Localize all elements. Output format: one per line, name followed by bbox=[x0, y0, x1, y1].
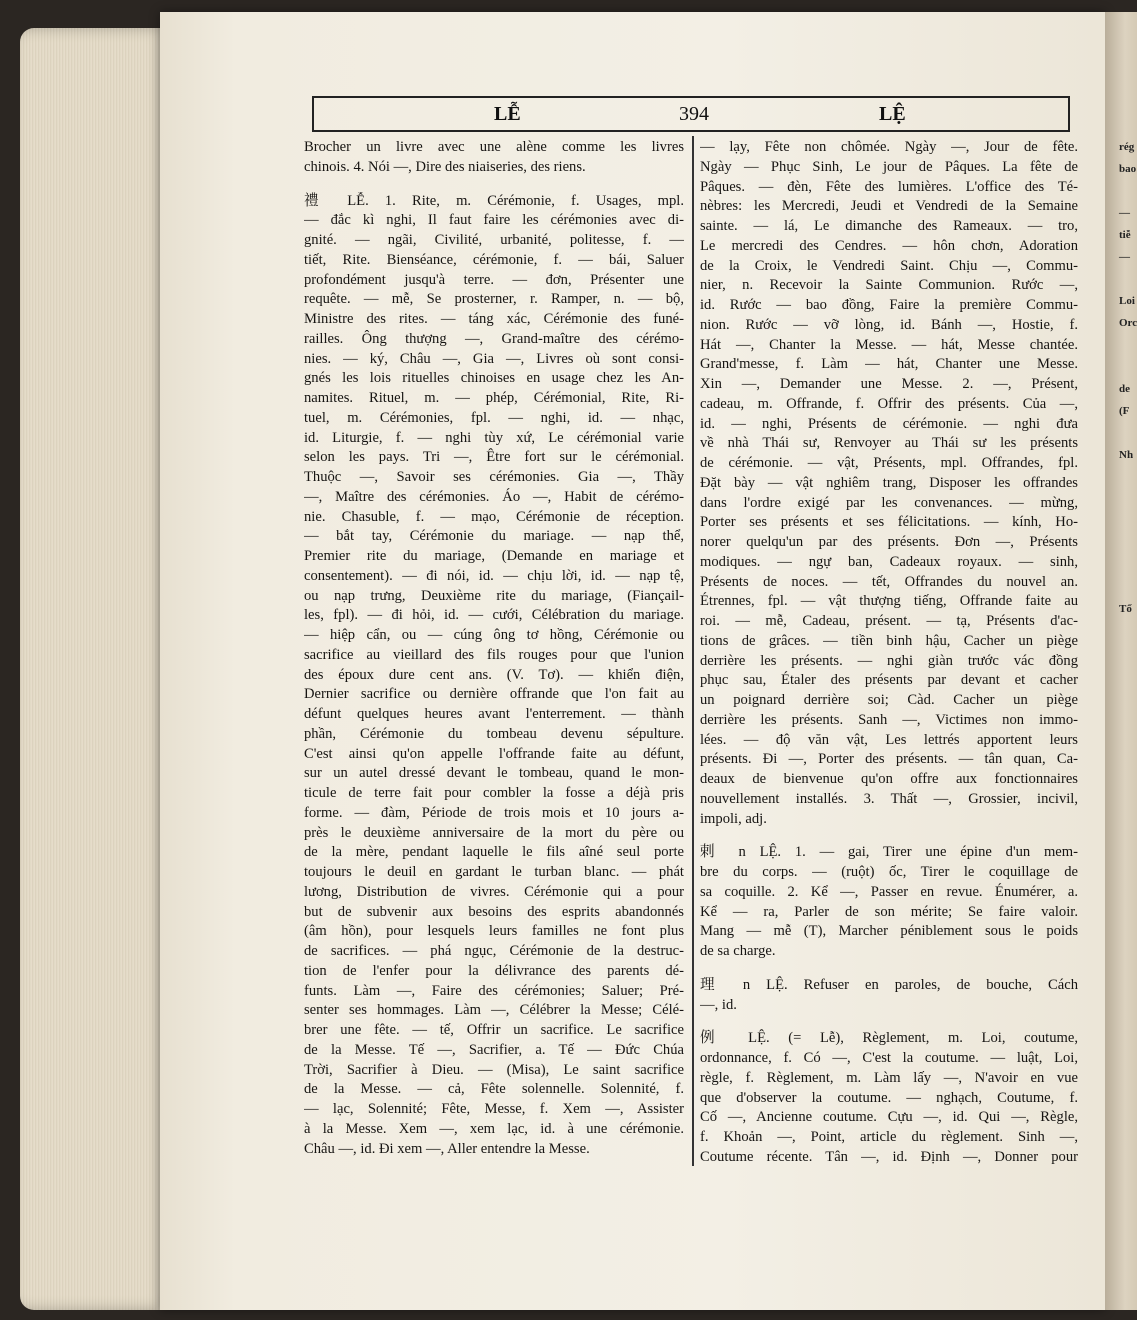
text-line: Coutume récente. Tân —, id. Định —, Donner pour bbox=[700, 1148, 1078, 1165]
text-line: Mang — mễ (T), Marcher péniblement sous le poids bbox=[700, 923, 1078, 940]
text-line: chinois. 4. Nói —, Dire des niaiseries, des riens. bbox=[304, 158, 586, 175]
text-line: impoli, adj. bbox=[700, 810, 767, 827]
text-line: — đắc kì nghi, Il faut faire les cérémonies avec di- bbox=[304, 212, 684, 229]
text-line: norer quelqu'un par des présents. Đơn —, Présents bbox=[700, 534, 1078, 550]
text-line: — lạc, Solennité; Fête, Messe, f. Xem —, Assister bbox=[304, 1101, 684, 1117]
text-line: profondément jusqu'à terre. — đơn, Présenter une bbox=[304, 271, 684, 288]
text-line: phục sau, Étaler des présents par devant et cacher bbox=[700, 672, 1078, 689]
text-line: Ngày — Phục Sinh, Le jour de Pâques. La fête de bbox=[700, 158, 1078, 175]
text-line: que d'observer la coutume. — nghạch, Coutume, f. bbox=[700, 1089, 1078, 1106]
text-line: railles. Ông thượng —, Grand-maître des cérémo- bbox=[304, 330, 684, 347]
next-page-fragment: Loi bbox=[1119, 295, 1135, 307]
text-line: un poignard derrière soi; Càd. Cacher un piège bbox=[700, 692, 1078, 708]
text-line: derrière les présents. Sanh —, Victimes non immo- bbox=[700, 711, 1078, 728]
text-line: de cérémonie. — vật, Présents, mpl. Offrandes, fpl. bbox=[700, 455, 1078, 471]
text-line: de la Messe. Tế —, Sacrifier, a. Tế — Đức Chúa bbox=[304, 1041, 684, 1058]
text-line: sacrifice au vieillard des fils rouges pour que l'union bbox=[304, 646, 684, 663]
text-line: — lạy, Fête non chômée. Ngày —, Jour de fête. bbox=[700, 139, 1078, 155]
right-column bbox=[700, 138, 1078, 1168]
next-page-strip bbox=[1105, 12, 1137, 1310]
text-line: Thuộc —, Savoir ses cérémonies. Gia —, Thầy bbox=[304, 469, 684, 485]
text-line: Brocher un livre avec une alène comme les livres bbox=[304, 139, 684, 155]
next-page-fragment: Tổ bbox=[1119, 603, 1132, 615]
text-line: forme. — đàm, Période de trois mois et 10 jours a- bbox=[304, 804, 684, 821]
text-line: près le deuxième anniversaire de la mort du père ou bbox=[304, 824, 684, 841]
text-line: nies. — ký, Châu —, Gia —, Livres où sont consi- bbox=[304, 350, 684, 367]
text-line: de la Messe. — cả, Fête solennelle. Solennité, f. bbox=[304, 1081, 684, 1098]
text-line: les, fpl). — đi hỏi, id. — cưới, Célébration du mariage. bbox=[304, 607, 684, 624]
text-line: bre du corps. — (ruột) ốc, Tirer le coquillage de bbox=[700, 864, 1078, 880]
next-page-fragment: Orc bbox=[1119, 317, 1137, 329]
left-column bbox=[304, 138, 684, 1159]
text-line: défunt quelques heures avant l'enterrement. — thành bbox=[304, 706, 684, 722]
text-line: nier, n. Recevoir la Sainte Communion. Rước —, bbox=[700, 277, 1078, 294]
text-line: présents. Đi —, Porter des présents. — tân quan, Ca- bbox=[700, 751, 1078, 768]
text-line: but de subvenir aux besoins des esprits abandonnés bbox=[304, 903, 684, 920]
text-line: sa coquille. 2. Kể —, Passer en revue. Énumérer, a. bbox=[700, 883, 1078, 900]
text-line: tiết, Rite. Bienséance, cérémonie, f. — bái, Saluer bbox=[304, 251, 684, 268]
header-right-word: LỆ bbox=[879, 102, 906, 125]
text-line: brer une fête. — tế, Offrir un sacrifice. Le sacrifice bbox=[304, 1022, 684, 1038]
text-line: de sacrifices. — phá ngục, Cérémonie de la destruc- bbox=[304, 943, 684, 959]
text-line: funts. Làm —, Faire des cérémonies; Saluer; Pré- bbox=[304, 982, 684, 999]
next-page-fragment: — bbox=[1119, 207, 1130, 219]
text-line: de sa charge. bbox=[700, 943, 776, 959]
text-line: 剌 n LỆ. 1. — gai, Tirer une épine d'un mem- bbox=[700, 844, 1078, 861]
text-line: id. — nghi, Présents de cérémonie. — nghi đưa bbox=[700, 415, 1078, 432]
text-line: Đặt bày — vật nghiêm trang, Disposer les offrandes bbox=[700, 474, 1078, 491]
text-line: — bắt tay, Cérémonie du mariage. — nạp thể, bbox=[304, 528, 684, 545]
text-line: Hát —, Chanter la Messe. — hát, Messe chantée. bbox=[700, 336, 1078, 353]
text-line: dans l'ordre exigé par les convenances. — mừng, bbox=[700, 494, 1078, 511]
text-line: de la Croix, le Vendredi Saint. Chịu —, Commu- bbox=[700, 257, 1078, 274]
text-line: Châu —, id. Đi xem —, Aller entendre la Messe. bbox=[304, 1140, 590, 1157]
text-line: Porter ses présents et ses félicitations. — kính, Ho- bbox=[700, 514, 1078, 531]
text-line: consentement). — đi nói, id. — chịu lời, id. — nạp tệ, bbox=[304, 567, 684, 584]
text-line: nie. Chasuble, f. — mạo, Cérémonie de réception. bbox=[304, 508, 684, 525]
text-line: cadeau, m. Offrande, f. Offrir des présents. Của —, bbox=[700, 395, 1078, 412]
text-line: senter ses hommages. Làm —, Célébrer la Messe; Célé- bbox=[304, 1002, 684, 1019]
text-line: nouvellement installés. 3. Thất —, Grossier, incivil, bbox=[700, 790, 1078, 807]
text-line: selon les pays. Tri —, Être fort sur le cérémonial. bbox=[304, 449, 684, 466]
text-line: 理 n LỆ. Refuser en paroles, de bouche, Cách bbox=[700, 976, 1078, 993]
text-line: lées. — độ văn vật, Les lettrés apportent leurs bbox=[700, 731, 1078, 748]
next-page-fragment: — bbox=[1119, 251, 1130, 263]
text-line: deaux de bienvenue qu'on offre aux fonctionnaires bbox=[700, 771, 1078, 787]
text-line: namites. Rituel, m. — phép, Cérémonial, Rite, Ri- bbox=[304, 390, 684, 406]
text-line: règle, f. Règlement, m. Làm lấy —, N'avoir en vue bbox=[700, 1069, 1078, 1086]
text-line: —, id. bbox=[700, 996, 737, 1013]
text-line: 禮 LỄ. 1. Rite, m. Cérémonie, f. Usages, mpl. bbox=[304, 192, 684, 209]
text-line: Pâques. — đèn, Fête des lumières. L'office des Té- bbox=[700, 178, 1078, 195]
text-line: gnés les lois rituelles chinoises en usage chez les An- bbox=[304, 370, 684, 387]
text-line: ordonnance, f. Có —, C'est la coutume. — luật, Loi, bbox=[700, 1050, 1078, 1066]
text-line: (âm hồn), pour lesquels leurs familles ne font plus bbox=[304, 923, 684, 940]
text-line: Dernier sacrifice ou dernière offrande que l'on fait au bbox=[304, 686, 684, 703]
text-line: roi. — mễ, Cadeau, présent. — tạ, Présents d'ac- bbox=[700, 613, 1078, 629]
text-line: id. Liturgie, f. — nghi tùy xứ, Le cérémonial varie bbox=[304, 429, 684, 446]
book-page-edges bbox=[20, 28, 170, 1310]
text-line: Premier rite du mariage, (Demande en mariage et bbox=[304, 548, 684, 564]
text-line: 例 LỆ. (= Lễ), Règlement, m. Loi, coutume, bbox=[700, 1030, 1078, 1047]
text-line: — hiệp cẩn, ou — cúng ông tơ hồng, Cérémonie ou bbox=[304, 627, 684, 643]
next-page-fragment: de bbox=[1119, 383, 1130, 395]
text-line: về nhà Thái sư, Renvoyer au Thái sư les présents bbox=[700, 435, 1078, 452]
text-line: toujours le deuil en gardant le turban blanc. — phát bbox=[304, 864, 684, 880]
text-line: Kể — ra, Parler de son mérite; Se faire valoir. bbox=[700, 903, 1078, 920]
text-line: lương, Distribution de vivres. Cérémonie qui a pour bbox=[304, 883, 684, 900]
text-line: des époux dure cent ans. (V. Tơ). — khiển điện, bbox=[304, 666, 684, 683]
text-line: modiques. — ngự ban, Cadeaux royaux. — sinh, bbox=[700, 553, 1078, 570]
text-line: ou nạp trưng, Deuxième rite du mariage, (Fiançail- bbox=[304, 587, 684, 604]
text-line: derrière les présents. — nghi giàn trước vác đồng bbox=[700, 652, 1078, 669]
next-page-fragment: bao bbox=[1119, 163, 1137, 175]
next-page-fragment: (F bbox=[1119, 405, 1130, 417]
text-line: requête. — mễ, Se prosterner, r. Ramper, n. — bộ, bbox=[304, 291, 684, 308]
text-line: tions de grâces. — tiền binh hậu, Cacher un piège bbox=[700, 632, 1078, 649]
text-line: sainte. — lá, Le dimanche des Rameaux. — tro, bbox=[700, 218, 1078, 234]
text-line: Le mercredi des Cendres. — hôn chơn, Adoration bbox=[700, 237, 1078, 254]
text-line: Étrennes, fpl. — vật thượng tiếng, Offrande faite au bbox=[700, 593, 1078, 610]
text-line: de la mère, pendant laquelle le fils aîné seul porte bbox=[304, 844, 684, 861]
text-line: id. Rước — bao đồng, Faire la première Commu- bbox=[700, 297, 1078, 313]
text-line: —, Maître des cérémonies. Áo —, Habit de cérémo- bbox=[304, 488, 684, 505]
text-line: Grand'messe, f. Làm — hát, Chanter une Messe. bbox=[700, 356, 1078, 373]
text-line: sur un autel dressé devant le tombeau, quand le mon- bbox=[304, 765, 684, 782]
text-line: tuel, m. Cérémonies, fpl. — nghi, id. — nhạc, bbox=[304, 409, 684, 426]
running-header bbox=[312, 96, 1070, 132]
text-line: Xin —, Demander une Messe. 2. —, Présent, bbox=[700, 376, 1078, 392]
text-line: C'est ainsi qu'on appelle l'offrande faite au défunt, bbox=[304, 745, 684, 762]
text-line: ticule de terre fait pour combler la fosse a déjà pris bbox=[304, 785, 684, 801]
text-line: Cố —, Ancienne coutume. Cựu —, id. Qui —, Règle, bbox=[700, 1109, 1078, 1126]
column-divider bbox=[692, 136, 694, 1166]
text-line: nion. Rước — vỡ lòng, id. Bánh —, Hostie, f. bbox=[700, 316, 1078, 333]
header-left-word: LỄ bbox=[494, 102, 521, 125]
text-line: nèbres: les Mercredi, Jeudi et Vendredi de la Semaine bbox=[700, 198, 1078, 215]
text-line: tion de l'enfer pour la délivrance des parents dé- bbox=[304, 962, 684, 979]
text-line: gnité. — ngãi, Civilité, urbanité, politesse, f. — bbox=[304, 232, 684, 248]
next-page-fragment: tiễ bbox=[1119, 229, 1131, 241]
next-page-fragment: rég bbox=[1119, 141, 1135, 153]
next-page-fragment: Nh bbox=[1119, 449, 1134, 461]
page-number: 394 bbox=[679, 102, 709, 125]
text-line: à la Messe. Xem —, xem lạc, id. à une cérémonie. bbox=[304, 1120, 684, 1137]
text-line: Ministre des rites. — táng xác, Cérémonie des funé- bbox=[304, 311, 684, 327]
text-line: phần, Cérémonie du tombeau devenu sépulture. bbox=[304, 725, 684, 742]
text-line: f. Khoản —, Point, article du règlement. Sinh —, bbox=[700, 1129, 1078, 1145]
text-line: Présents de noces. — tết, Offrandes du nouvel an. bbox=[700, 573, 1078, 590]
text-line: Trời, Sacrifier à Dieu. — (Misa), Le saint sacrifice bbox=[304, 1061, 684, 1078]
